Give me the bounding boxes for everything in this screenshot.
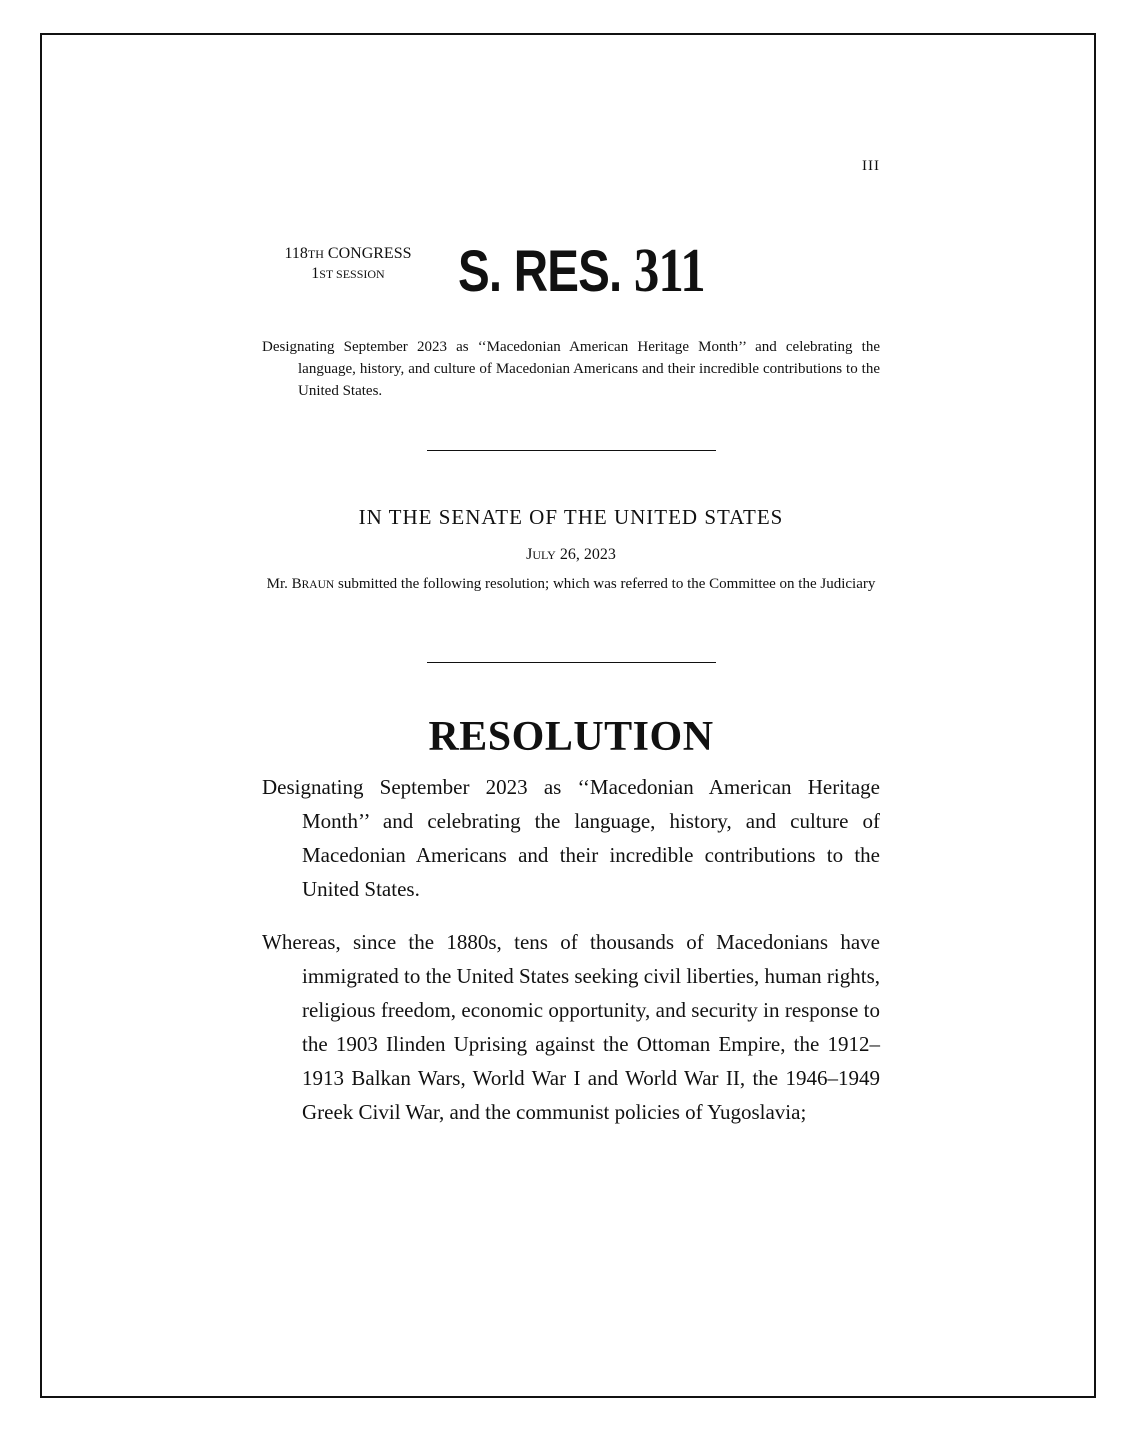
submission-statement bbox=[262, 573, 880, 596]
submission-text: submitted the following resolution; which was referred to the Committee on the Judiciary bbox=[334, 576, 876, 592]
resolution-heading: RESOLUTION bbox=[428, 714, 714, 760]
short-title: Designating September 2023 as ‘‘Macedonian American Heritage Month’’ and celebrating the language, history, and culture of Macedonian Americans and their incredible contributions to the United States. bbox=[262, 339, 880, 399]
date-month-initial: J bbox=[526, 546, 533, 563]
congress-word: CONGRESS bbox=[323, 245, 412, 262]
introduced-date bbox=[262, 546, 880, 564]
session-word: SESSION bbox=[333, 267, 385, 281]
session-number: 1 bbox=[311, 265, 320, 282]
senate-heading: IN THE SENATE OF THE UNITED STATES bbox=[358, 505, 784, 529]
congress-number-suffix: TH bbox=[307, 247, 324, 261]
sponsor-name-rest: RAUN bbox=[301, 579, 335, 591]
page-marker: III bbox=[862, 158, 880, 174]
resolution-purpose: Designating September 2023 as ‘‘Macedonian American Heritage Month’’ and celebrating the language, history, and culture of Macedonian Americans and their incredible contributions to the United States. bbox=[262, 775, 880, 901]
session-line bbox=[262, 264, 434, 284]
date-month-rest: ULY bbox=[532, 548, 556, 562]
bill-number bbox=[458, 236, 705, 307]
congress-line bbox=[262, 244, 434, 264]
congress-session-block bbox=[262, 244, 434, 284]
sponsor-title: Mr. bbox=[266, 576, 292, 592]
sponsor-name-initial: B bbox=[291, 576, 302, 592]
bill-number-value: 311 bbox=[633, 237, 705, 305]
bill-prefix: S. RES. bbox=[458, 239, 622, 304]
congress-number: 118 bbox=[284, 245, 308, 262]
divider-rule bbox=[427, 662, 716, 663]
whereas-clause: Whereas, since the 1880s, tens of thousands of Macedonians have immigrated to the United States seeking civil liberties, human rights, religious freedom, economic opportunity, and security in response to the 1903 Ilinden Uprising against the Ottoman Empire, the 1912–1913 Balkan Wars, World War I and World War II, the 1946–1949 Greek Civil War, and the communist policies of Yugoslavia; bbox=[262, 930, 880, 1124]
date-rest: 26, 2023 bbox=[555, 546, 616, 563]
divider-rule bbox=[427, 450, 716, 451]
session-number-suffix: ST bbox=[319, 267, 334, 281]
